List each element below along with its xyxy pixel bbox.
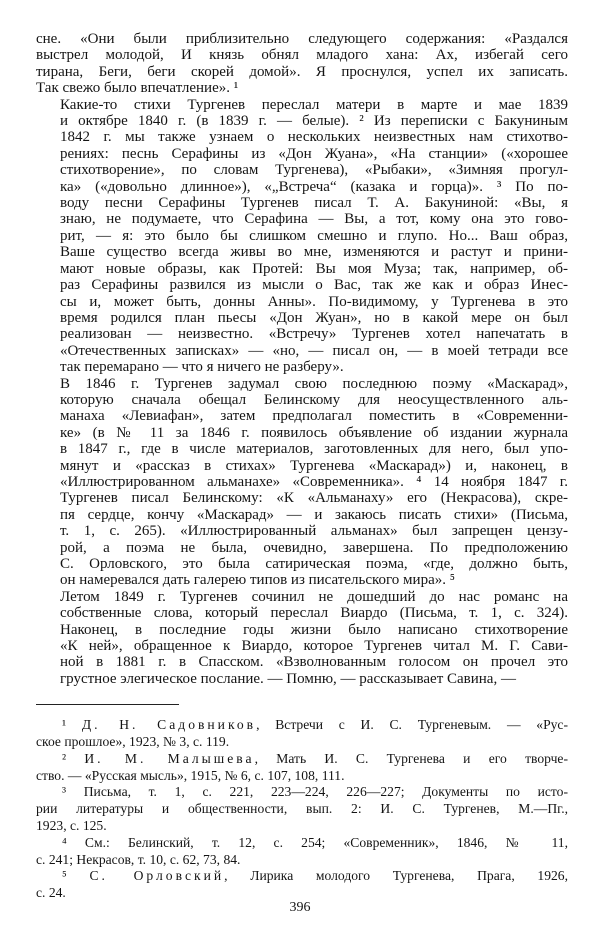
text-line: время родился план пьесы «Дон Жуан», но в какой мере он был	[60, 309, 568, 326]
text-line: рит, — я: это было бы слишком смешно и глупо. Но... Ваш образ,	[60, 227, 568, 244]
text-line: реализован — неизвестно. «Встречу» Тургенев хотел напечатать в	[60, 326, 568, 343]
footnote	[36, 784, 568, 834]
text-line: собственные слова, который переслал Виардо (Письма, т. 1, с. 324).	[60, 605, 568, 622]
footnote-text: , Лирика молодого Тургенева, Прага, 1926,	[224, 868, 569, 884]
text-line: сне. «Они были приблизительно следующего содержания: «Раздался	[36, 31, 568, 47]
text-line: «К ней», обращенное к Виардо, которое Тургенев читал М. Г. Сави-	[60, 638, 568, 655]
text-line: выстрел молодой, И князь обнял младого хана: Ах, избегай сего	[36, 47, 568, 64]
footnote-line: ство. — «Русская мысль», 1915, № 6, с. 107, 108, 111.	[36, 767, 345, 783]
text-line: т. 1, с. 265). «Иллюстрированный альманах» был запрещен цензу-	[60, 523, 568, 540]
text-line: 1842 г. мы также узнаем о нескольких неизвестных нам стихотво-	[60, 129, 568, 146]
text-line: рениях: песнь Серафины из «Дон Жуана», «На станции» («хорошее	[60, 145, 568, 162]
page-body	[36, 31, 568, 902]
paragraph	[36, 589, 568, 687]
text-line: «Иллюстрированном альманахе» «Современника». ⁴ 14 ноября 1847 г.	[60, 473, 568, 490]
text-line: С. Орловского, это была сатирическая поэма, «где, должно быть,	[60, 556, 568, 572]
text-line: раз Серафины развился из мысли о Вас, так же как и образ Инес-	[60, 277, 568, 294]
footnote-line	[36, 835, 568, 852]
text-line: стихотворение», по словам Тургенева), «Рыбаки», «Зимняя прогул-	[60, 162, 568, 179]
text-line: знаю, не подумаете, что Серафина — Вы, а тот, кому она это гово-	[60, 211, 568, 228]
footnote-line	[36, 868, 568, 885]
footnote-line	[36, 784, 568, 801]
text-line: пя сердце, кончу «Маскарад» — и закаюсь писать стихи» (Письма,	[60, 506, 568, 523]
text-line: и октябре 1840 г. (в 1839 г. — белые). ² Из переписки с Бакуниным	[60, 113, 568, 130]
footnote	[36, 868, 568, 902]
footnote-mark: ¹	[62, 717, 82, 733]
footnote-author: Д. Н. Садовников	[81, 717, 257, 733]
text-line: воду песни Серафины Тургенев писал Т. А. Бакуниной: «Вы, я	[60, 195, 568, 212]
footnote-line: с. 24.	[36, 885, 66, 901]
text-line: которую сначала обещал Белинскому для неосуществленного аль-	[60, 391, 568, 408]
text-line: тирана, Беги, беги скорей домой». Я проснулся, успел их записать.	[36, 63, 568, 80]
footnote-mark: ²	[62, 750, 85, 766]
footnote-mark: ⁵	[62, 868, 90, 884]
page-number: 396	[289, 900, 311, 915]
text-line: так перемарано — что я ничего не разберу».	[60, 359, 344, 376]
paragraph	[36, 31, 568, 97]
text-line: Тургенев писал Белинскому: «К «Альманаху» его (Некрасова), скре-	[60, 490, 568, 507]
text-line: он намеревался дать галерею типов из писательского мира». ⁵	[60, 572, 455, 589]
footnote-mark: ⁴	[62, 834, 85, 850]
text-line: в 1847 г., где в числе материалов, заготовленных для него, был упо-	[60, 441, 568, 458]
footnote-author: С. Орловский	[89, 868, 225, 884]
text-line: Какие-то стихи Тургенев переслал матери в марте и мае 1839	[60, 96, 568, 113]
text-line: манаха «Левиафан», затем предполагал поместить в «Современни-	[60, 408, 568, 425]
footnote-text: См.: Белинский, т. 12, с. 254; «Современник», 1846, № 11,	[84, 834, 569, 850]
text-line: Летом 1849 г. Тургенев сочинил не дошедший до нас романс на	[60, 588, 568, 605]
footnote-divider	[36, 704, 179, 705]
footnote-line	[36, 751, 568, 768]
text-line: Так свежо было впечатление». ¹	[36, 80, 239, 97]
text-line: В 1846 г. Тургенев задумал свою последнюю поэму «Маскарад»,	[60, 375, 568, 392]
footnote-text: , Встречи с И. С. Тургеневым. — «Рус-	[256, 717, 568, 733]
text-line: ке» (в № 11 за 1846 г. появилось объявление об издании журнала	[60, 424, 568, 441]
footnote	[36, 717, 568, 751]
text-line: рой, а поэма не была, очевидно, завершена. По предположению	[60, 539, 568, 556]
text-line: «Отечественных записках» — «но, — писал он, — в моей тетради все	[60, 342, 568, 359]
footnote	[36, 835, 568, 869]
text-line: сы и, может быть, донны Анны». По-видимому, у Тургенева в это	[60, 293, 568, 310]
footnote-text: , Мать И. С. Тургенева и его творче-	[254, 750, 568, 766]
text-line: мают новые образы, как Протей: Вы моя Муза; так, например, об-	[60, 260, 568, 277]
paragraph	[36, 97, 568, 376]
text-line: Ваше существо всегда живы во мне, изменяются и растут и прини-	[60, 244, 568, 261]
footnote-line	[36, 717, 568, 734]
text-line: мянут и «рассказ в стихах» Тургенева «Маскарад») и, наконец, в	[60, 457, 568, 474]
text-line: Наконец, в последние годы жизни было написано стихотворение	[60, 621, 568, 638]
paragraph	[36, 376, 568, 589]
text-line: ка» («довольно длинное»), «„Встреча“ (казака и горца)». ³ По по-	[60, 178, 568, 195]
footnote-line: рии литературы и общественности, вып. 2: И. С. Тургенев, М.—Пг.,	[36, 801, 568, 817]
footnote	[36, 751, 568, 785]
text-line: ной в 1881 г. в Спасском. «Взволнованным голосом он прочел это	[60, 654, 568, 671]
footnote-text: Письма, т. 1, с. 221, 223—224, 226—227; Документы по исто-	[83, 784, 569, 800]
footnote-line: 1923, с. 125.	[36, 818, 107, 834]
main-text	[36, 31, 568, 687]
text-line: грустное элегическое послание. — Помню, — рассказывает Савина, —	[60, 670, 516, 687]
footnote-line: с. 241; Некрасов, т. 10, с. 62, 73, 84.	[36, 851, 241, 867]
footnote-line: ское прошлое», 1923, № 3, с. 119.	[36, 734, 230, 750]
footnote-mark: ³	[62, 784, 84, 800]
footnotes	[36, 717, 568, 902]
footnote-author: И. М. Малышева	[84, 750, 255, 766]
